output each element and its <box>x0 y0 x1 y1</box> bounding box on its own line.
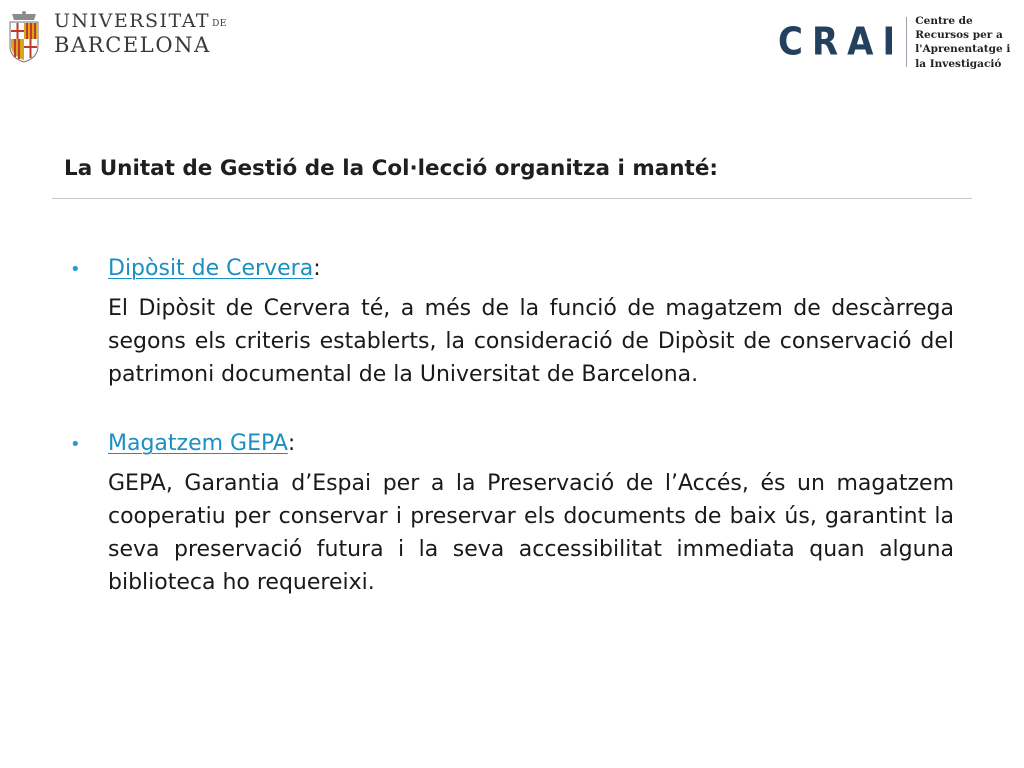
bullet-heading <box>70 427 954 461</box>
diposit-cervera-link[interactable]: Dipòsit de Cervera <box>108 256 314 281</box>
bullet-heading <box>70 252 954 286</box>
university-seal-icon <box>6 8 42 64</box>
bullet-icon: • <box>70 259 81 280</box>
crai-tagline <box>915 14 1024 71</box>
university-name-line1: UNIVERSITAT <box>54 10 211 32</box>
crai-wordmark: CRAI <box>778 19 905 65</box>
university-logo <box>6 8 227 64</box>
magatzem-gepa-link[interactable]: Magatzem GEPA <box>108 431 288 456</box>
slide-title: La Unitat de Gestió de la Col·lecció organitza i manté: <box>64 156 718 181</box>
list-item <box>70 427 954 599</box>
item-description: El Dipòsit de Cervera té, a més de la funció de magatzem de descàrrega segons els criteris establerts, la consideració de Dipòsit de conservació del patrimoni documental de la Universitat de Barcelona. <box>108 296 954 387</box>
bullet-icon: • <box>70 434 81 455</box>
title-divider <box>52 198 972 199</box>
university-name-de: DE <box>212 19 227 29</box>
bullet-colon: : <box>313 256 321 281</box>
item-description: GEPA, Garantia d’Espai per a la Preservació de l’Accés, és un magatzem cooperatiu per conservar i preservar els documents de baix ús, garantint la seva preservació futura i la seva accessibilitat immediata quan alguna biblioteca ho requereixi. <box>108 471 954 595</box>
crai-logo <box>778 14 1024 71</box>
list-item <box>70 252 954 391</box>
crai-tagline-line2: l'Aprenentatge i la Investigació <box>915 43 1011 70</box>
bullet-colon: : <box>287 431 296 456</box>
university-name-line2: BARCELONA <box>54 33 211 57</box>
crai-divider <box>906 17 907 67</box>
crai-tagline-line1: Centre de Recursos per a <box>915 15 1003 42</box>
university-wordmark <box>54 12 227 56</box>
slide-content <box>70 252 954 599</box>
